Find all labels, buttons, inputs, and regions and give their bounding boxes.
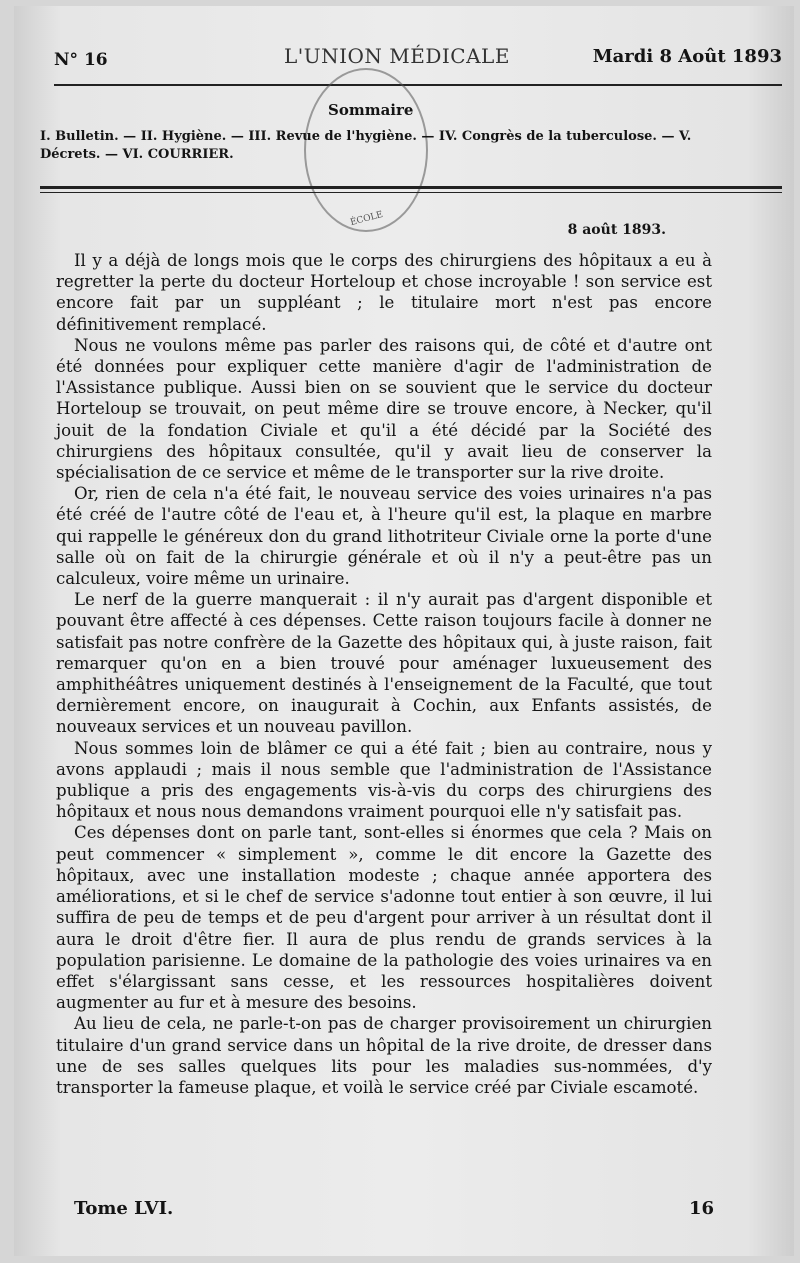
paragraph: Nous sommes loin de blâmer ce qui a été fait ; bien au contraire, nous y avons applaudi ; mais il nous semble que l'administration de l'Assistance publique a pris des engagements vis-à-vis du corps des chirurgiens des hôpitaux et nous nous demandons vraiment pourquoi elle n'y satisfait pas. <box>56 738 712 822</box>
page-header <box>54 42 782 82</box>
header-rule <box>54 84 782 86</box>
issue-number: N° 16 <box>54 50 108 70</box>
page-number: 16 <box>688 1198 714 1219</box>
paragraph: Ces dépenses dont on parle tant, sont-elles si énormes que cela ? Mais on peut commencer « simplement », comme le dit encore la Gazette des hôpitaux, avec une installation modeste ; chaque année apportera des améliorations, et si le chef de service s'adonne tout entier à son œuvre, il lui suffira de peu de temps et de peu d'argent pour arriver à un résultat dont il aura le droit d'être fier. Il aura de plus rendu de grands services à la population parisienne. Le domaine de la pathologie des voies urinaires va en effet s'élargissant sans cesse, et les ressources hospitalières doivent augmenter au fur et à mesure des besoins. <box>56 823 712 1013</box>
issue-date: Mardi 8 Août 1893 <box>592 46 782 67</box>
summary-rule-thick <box>40 186 782 189</box>
paragraph: Il y a déjà de longs mois que le corps des chirurgiens des hôpitaux a eu à regretter la perte du docteur Horteloup et chose incroyable ! son service est encore fait par un suppléant ; le titulaire mort n'est pas encore définitivement remplacé. <box>56 251 712 334</box>
summary-rule-thin <box>40 192 782 193</box>
summary-contents: I. Bulletin. — II. Hygiène. — III. Revue de l'hygiène. — IV. Congrès de la tuberculose. — V. Décrets. — VI. COURRIER. <box>40 129 692 162</box>
library-stamp-text: ÉCOLE <box>349 209 385 229</box>
journal-title: L'UNION MÉDICALE <box>284 44 510 68</box>
article-date: 8 août 1893. <box>567 222 666 238</box>
paragraph: Or, rien de cela n'a été fait, le nouveau service des voies urinaires n'a pas été créé de l'autre côté de l'eau et, à l'heure qu'il est, la plaque en marbre qui rappelle le généreux don du grand lithotriteur Civiale orne la porte d'une salle où on fait de la chirurgie générale et où il n'y a peut-être pas un calculeux, voire même un urinaire. <box>56 484 712 589</box>
summary-title: Sommaire <box>328 101 414 119</box>
paragraph: Le nerf de la guerre manquerait : il n'y aurait pas d'argent disponible et pouvant être affecté à ces dépenses. Cette raison toujours facile à donner ne satisfait pas notre confrère de la Gazette des hôpitaux qui, à juste raison, fait remarquer qu'on en a bien trouvé pour aménager luxueusement des amphithéâtres uniquement destinés à l'enseignement de la Faculté, que tout dernièrement encore, on inaugurait à Cochin, aux Enfants assistés, de nouveaux services et un nouveau pavillon. <box>56 590 712 737</box>
paragraph: Nous ne voulons même pas parler des raisons qui, de côté et d'autre ont été données pour expliquer cette manière d'agir de l'administration de l'Assistance publique. Aussi bien on se souvient que le service du docteur Horteloup se trouvait, on peut même dire se trouve encore, à Necker, qu'il jouit de la fondation Civiale et qu'il a été décidé par la Société des chirurgiens des hôpitaux consultée, qu'il y avait lieu de conserver la spécialisation de ce service et même de le transporter sur la rive droite. <box>56 335 712 483</box>
volume-label: Tome LVI. <box>74 1198 174 1219</box>
page-footer <box>74 1198 714 1224</box>
article-body <box>56 250 712 1098</box>
paragraph: Au lieu de cela, ne parle-t-on pas de charger provisoirement un chirurgien titulaire d'un grand service dans un hôpital de la rive droite, de dresser dans une de ses salles quelques lits pour les maladies sus-nommées, d'y transporter la fameuse plaque, et voilà le service créé par Civiale escamoté. <box>56 1014 712 1097</box>
